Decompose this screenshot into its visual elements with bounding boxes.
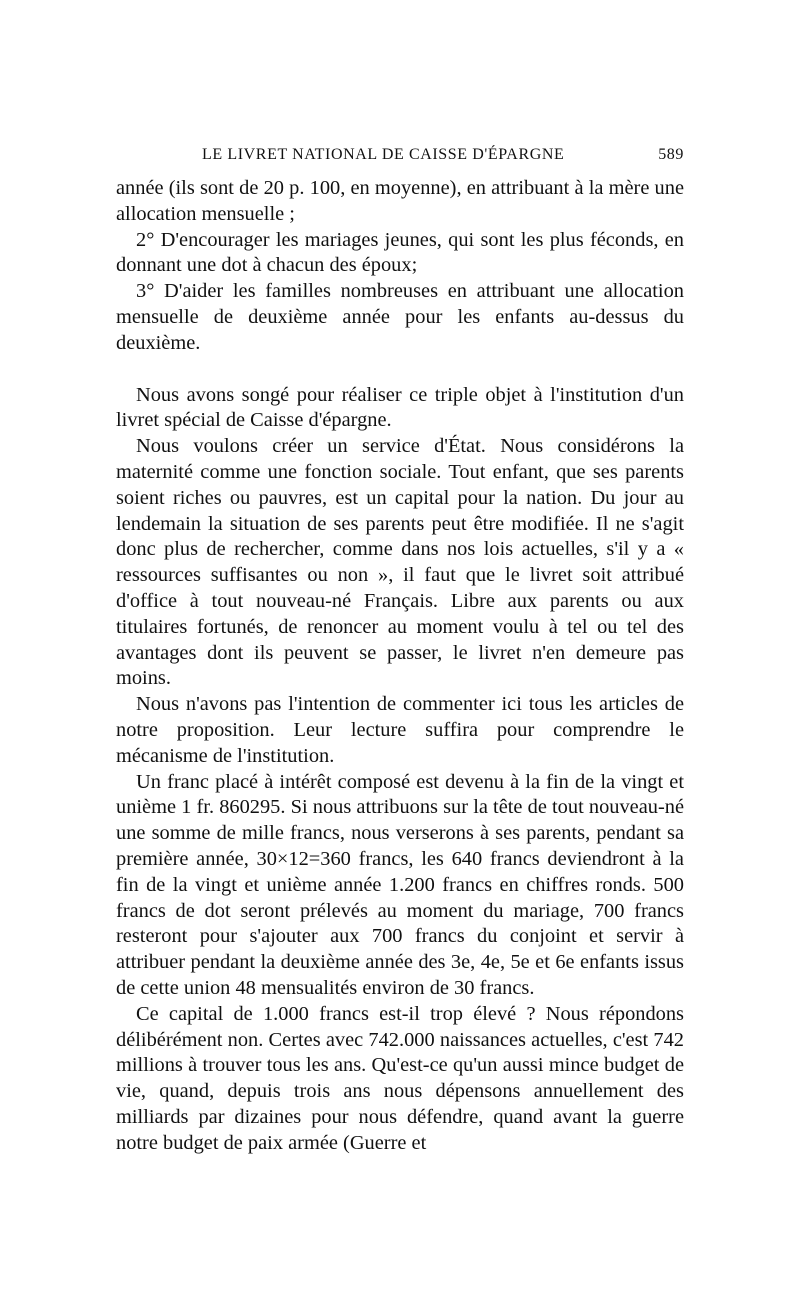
page-number: 589 bbox=[658, 146, 684, 163]
paragraph-institution: Nous avons songé pour réaliser ce triple objet à l'institution d'un livret spécial de Caisse d'épargne. bbox=[116, 383, 684, 432]
book-page bbox=[116, 146, 684, 1156]
page-header bbox=[116, 146, 684, 176]
paragraph-compound-interest: Un franc placé à intérêt composé est devenu à la fin de la vingt et unième 1 fr. 860295. Si nous attribuons sur la tête de tout nouveau-né une somme de mille francs, nous verserons à ses parents, pendant sa première année, 30×12=360 francs, les 640 francs deviendront à la fin de la vingt et unième année 1.200 francs en chiffres ronds. 500 francs de dot seront prélevés au moment du mariage, 700 francs resteront pour s'ajouter aux 700 francs du conjoint et servir à attribuer pendant la deuxième année des 3e, 4e, 5e et 6e enfants issus de cette union 48 mensualités environ de 30 francs. bbox=[116, 770, 684, 999]
paragraph-commentary: Nous n'avons pas l'intention de commenter ici tous les articles de notre proposition. Leur lecture suffira pour comprendre le mécanisme de l'institution. bbox=[116, 693, 684, 767]
paragraph-continuation: année (ils sont de 20 p. 100, en moyenne), en attribuant à la mère une allocation mensuelle ; bbox=[116, 177, 684, 225]
section-gap bbox=[116, 357, 684, 383]
paragraph-state-service: Nous voulons créer un service d'État. Nous considérons la maternité comme une fonction sociale. Tout enfant, que ses parents soient riches ou pauvres, est un capital pour la nation. Du jour au lendemain la situation de ses parents peut être modifiée. Il ne s'agit donc plus de rechercher, comme dans nos lois actuelles, s'il y a « ressources suffisantes ou non », il faut que le livret soit attribué d'office à tout nouveau-né Français. Libre aux parents ou aux titulaires fortunés, de renoncer au moment voulu à tel ou tel des avantages dont ils peuvent se passer, le livret n'en demeure pas moins. bbox=[116, 435, 684, 690]
paragraph-objective-3: 3° D'aider les familles nombreuses en attribuant une allocation mensuelle de deuxième année pour les enfants au-dessus du deuxième. bbox=[116, 280, 684, 354]
paragraph-objective-2: 2° D'encourager les mariages jeunes, qui sont les plus féconds, en donnant une dot à chacun des époux; bbox=[116, 228, 684, 277]
body-text bbox=[116, 176, 684, 1156]
paragraph-capital: Ce capital de 1.000 francs est-il trop élevé ? Nous répondons délibérément non. Certes avec 742.000 naissances actuelles, c'est 742 millions à trouver tous les ans. Qu'est-ce qu'un aussi mince budget de vie, quand, depuis trois ans nous dépensons annuellement des milliards par dizaines pour nous défendre, quand avant la guerre notre budget de paix armée (Guerre et bbox=[116, 1002, 684, 1154]
running-title: LE LIVRET NATIONAL DE CAISSE D'ÉPARGNE bbox=[202, 146, 565, 163]
